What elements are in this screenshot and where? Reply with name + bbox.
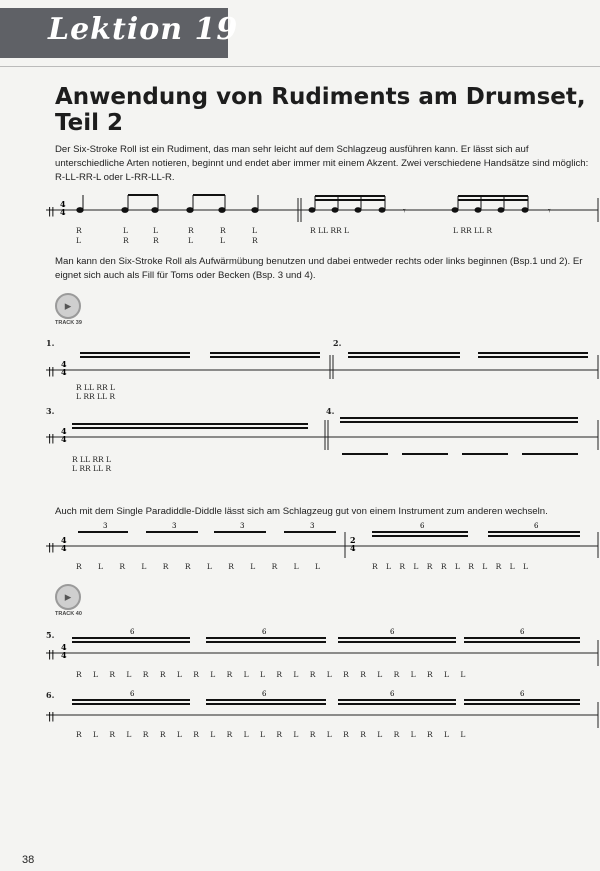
intro-sticking-7: R LL RR L bbox=[310, 226, 350, 235]
svg-text:4: 4 bbox=[61, 543, 67, 553]
lesson-title: Lektion 19 bbox=[48, 12, 239, 47]
example-number: 3. bbox=[46, 406, 55, 416]
svg-text:||: || bbox=[48, 543, 55, 553]
staff-example-5 bbox=[0, 626, 600, 666]
paragraph-paradiddle: Auch mit dem Single Paradiddle-Diddle lässt sich am Schlagzeug gut von einem Instrument zum anderen wechseln. bbox=[55, 506, 548, 517]
intro-sticking-12: L bbox=[188, 236, 193, 245]
svg-text:6: 6 bbox=[534, 522, 539, 530]
svg-text:3: 3 bbox=[172, 522, 177, 530]
intro-sticking-9: L bbox=[76, 236, 81, 245]
svg-text:6: 6 bbox=[262, 690, 267, 698]
svg-text:||: || bbox=[48, 434, 55, 444]
svg-text:𝄾: 𝄾 bbox=[548, 206, 551, 217]
ex5-sticking: R L R L R R L R L R L L R L R L R R L R L R L L bbox=[76, 670, 466, 679]
intro-bar2-notes bbox=[309, 196, 551, 217]
svg-text:6: 6 bbox=[262, 628, 267, 636]
intro-sticking-11: R bbox=[153, 236, 159, 245]
intro-paragraph: Der Six-Stroke Roll ist ein Rudiment, das man sehr leicht auf dem Schlagzeug ausführen kann. Er lässt sich auf unterschiedliche Arten notieren, beginnt und endet aber immer mit einem Akzent. Zwei verschiedene Handsätze sind möglich: R-LL-RR-L oder L-RR-LL-R. bbox=[55, 144, 589, 183]
staff-paradiddle bbox=[0, 522, 600, 562]
page-number: 38 bbox=[22, 854, 35, 866]
intro-sticking-14: R bbox=[252, 236, 258, 245]
example-number: 5. bbox=[46, 630, 55, 640]
svg-text:6: 6 bbox=[390, 690, 395, 698]
ex3-sticking-r: R LL RR L bbox=[72, 455, 112, 464]
repeat-sign: || bbox=[48, 207, 55, 217]
paragraph-aufwaermuebung: Man kann den Six-Stroke Roll als Aufwärmübung benutzen und dabei entweder rechts oder links beginnen (Bsp.1 und 2). Er eignet sich auch als Fill für Toms oder Becken (Bsp. 3 und 4). bbox=[55, 256, 583, 281]
time-sig-bottom: 4 bbox=[60, 207, 66, 217]
svg-text:4: 4 bbox=[61, 642, 67, 652]
intro-sticking-10: R bbox=[123, 236, 129, 245]
svg-text:4: 4 bbox=[61, 426, 67, 436]
track-39[interactable] bbox=[55, 293, 85, 326]
svg-text:3: 3 bbox=[240, 522, 245, 530]
svg-text:||: || bbox=[48, 367, 55, 377]
svg-text:𝄾: 𝄾 bbox=[403, 206, 406, 217]
svg-text:6: 6 bbox=[390, 628, 395, 636]
svg-text:||: || bbox=[48, 712, 55, 722]
speaker-icon: ▸ bbox=[55, 293, 81, 319]
intro-sticking-1: R bbox=[76, 226, 82, 235]
svg-text:6: 6 bbox=[130, 690, 135, 698]
intro-sticking-6: L bbox=[252, 226, 257, 235]
svg-text:6: 6 bbox=[420, 522, 425, 530]
paradiddle-sticking-right: R L R L R R L R L R L L bbox=[372, 562, 528, 571]
ex6-sticking: R L R L R R L R L R L L R L R L R R L R L R L L bbox=[76, 730, 466, 739]
svg-text:2: 2 bbox=[350, 535, 356, 545]
intro-sticking-8: L RR LL R bbox=[453, 226, 493, 235]
intro-sticking-5: R bbox=[220, 226, 226, 235]
svg-text:6: 6 bbox=[520, 628, 525, 636]
svg-text:4: 4 bbox=[350, 543, 356, 553]
svg-text:3: 3 bbox=[103, 522, 108, 530]
intro-sticking-2: L bbox=[123, 226, 128, 235]
svg-text:6: 6 bbox=[130, 628, 135, 636]
staff-example-6 bbox=[0, 688, 600, 728]
speaker-icon: ▸ bbox=[55, 584, 81, 610]
ex1-sticking-r: R LL RR L bbox=[76, 383, 116, 392]
example-number: 2. bbox=[333, 338, 342, 348]
track-label: TRACK 39 bbox=[55, 320, 82, 326]
svg-text:4: 4 bbox=[61, 535, 67, 545]
track-label: TRACK 40 bbox=[55, 611, 82, 617]
example-number: 1. bbox=[46, 338, 55, 348]
example-number: 4. bbox=[326, 406, 335, 416]
paradiddle-sticking-left: R L R L R R L R L R L L bbox=[76, 562, 320, 571]
svg-text:||: || bbox=[48, 650, 55, 660]
example-number: 6. bbox=[46, 690, 55, 700]
ex1-sticking-l: L RR LL R bbox=[76, 392, 116, 401]
svg-text:3: 3 bbox=[310, 522, 315, 530]
svg-text:4: 4 bbox=[61, 434, 67, 444]
staff-examples-1-2 bbox=[0, 345, 600, 385]
intro-sticking-13: L bbox=[220, 236, 225, 245]
time-sig-top: 4 bbox=[60, 199, 66, 209]
top-rule bbox=[0, 66, 600, 67]
track-40[interactable] bbox=[55, 584, 85, 617]
page-title: Anwendung von Rudiments am Drumset, Teil 2 bbox=[55, 84, 586, 136]
svg-text:6: 6 bbox=[520, 690, 525, 698]
intro-sticking-3: L bbox=[153, 226, 158, 235]
intro-staff bbox=[0, 190, 600, 250]
intro-sticking-4: R bbox=[188, 226, 194, 235]
ex3-sticking-l: L RR LL R bbox=[72, 464, 112, 473]
svg-text:4: 4 bbox=[61, 367, 67, 377]
svg-text:4: 4 bbox=[61, 650, 67, 660]
svg-text:4: 4 bbox=[61, 359, 67, 369]
